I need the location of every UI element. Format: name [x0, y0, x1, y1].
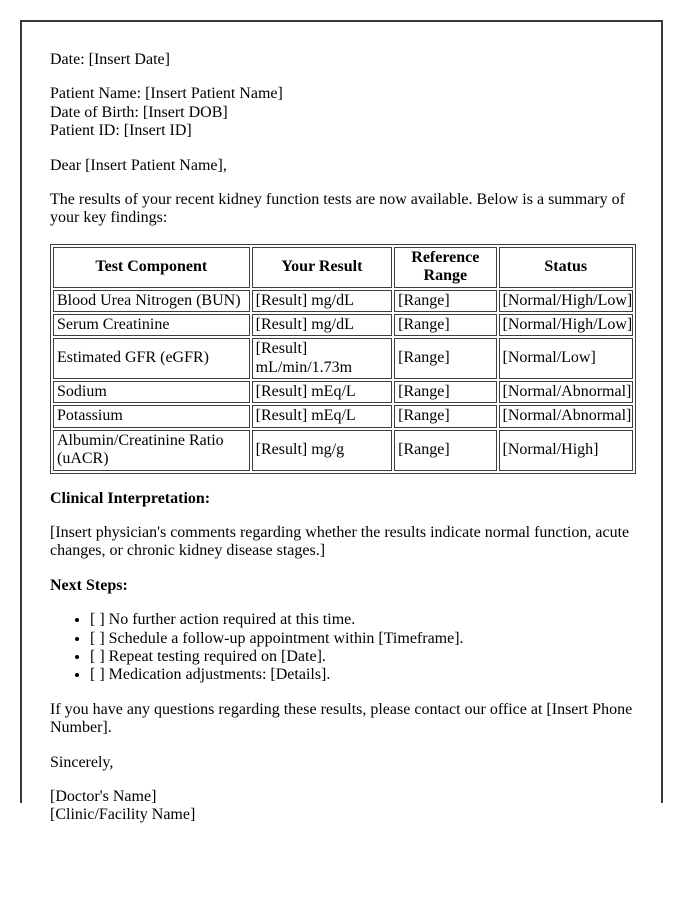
test-component-cell: Potassium	[53, 405, 250, 427]
test-component-cell: Albumin/Creatinine Ratio (uACR)	[53, 430, 250, 471]
table-row	[53, 405, 633, 427]
range-cell: [Range]	[394, 314, 496, 336]
status-cell: [Normal/Abnormal]	[499, 381, 634, 403]
column-header-test-component: Test Component	[53, 247, 250, 288]
results-table	[50, 244, 636, 474]
range-cell: [Range]	[394, 338, 496, 379]
clinical-interpretation-heading: Clinical Interpretation:	[50, 489, 211, 507]
next-steps-list	[50, 611, 636, 685]
status-cell: [Normal/Abnormal]	[499, 405, 634, 427]
range-cell: [Range]	[394, 381, 496, 403]
status-cell: [Normal/High/Low]	[499, 290, 634, 312]
column-header-your-result: Your Result	[252, 247, 392, 288]
signature-block	[50, 788, 636, 825]
result-cell: [Result] mg/dL	[252, 314, 392, 336]
next-step-item: • [ ] No further action required at this time.	[90, 611, 636, 629]
result-cell: [Result] mg/dL	[252, 290, 392, 312]
column-header-status: Status	[499, 247, 634, 288]
range-cell: [Range]	[394, 405, 496, 427]
result-cell: [Result] mEq/L	[252, 381, 392, 403]
clinic-name-line: [Clinic/Facility Name]	[50, 806, 196, 824]
test-component-cell: Estimated GFR (eGFR)	[53, 338, 250, 379]
status-cell: [Normal/Low]	[499, 338, 634, 379]
patient-id-line: Patient ID: [Insert ID]	[50, 122, 192, 140]
column-header-reference-range: Reference Range	[394, 247, 496, 288]
result-cell: [Result] mL/min/1.73m	[252, 338, 392, 379]
letter-page	[20, 20, 663, 824]
table-row	[53, 430, 633, 471]
table-row	[53, 314, 633, 336]
table-row	[53, 290, 633, 312]
date-line: Date: [Insert Date]	[50, 51, 170, 68]
table-header-row	[53, 247, 633, 288]
result-cell: [Result] mEq/L	[252, 405, 392, 427]
next-steps-heading: Next Steps:	[50, 576, 128, 594]
table-row	[53, 381, 633, 403]
next-step-item: • [ ] Medication adjustments: [Details].	[90, 666, 636, 684]
patient-name-line: Patient Name: [Insert Patient Name]	[50, 85, 283, 103]
test-component-cell: Serum Creatinine	[53, 314, 250, 336]
clinical-interpretation-body: [Insert physician's comments regarding whether the results indicate normal function, acute changes, or chronic kidney disease stages.]	[50, 524, 630, 560]
test-component-cell: Blood Urea Nitrogen (BUN)	[53, 290, 250, 312]
range-cell: [Range]	[394, 430, 496, 471]
patient-info-block	[50, 85, 636, 140]
patient-dob-line: Date of Birth: [Insert DOB]	[50, 103, 228, 121]
next-step-item: • [ ] Repeat testing required on [Date].	[90, 648, 636, 666]
next-step-item: • [ ] Schedule a follow-up appointment within [Timeframe].	[90, 630, 636, 648]
intro-paragraph: The results of your recent kidney function tests are now available. Below is a summary of your key findings:	[50, 190, 625, 227]
status-cell: [Normal/High]	[499, 430, 634, 471]
salutation: Dear [Insert Patient Name],	[50, 156, 227, 174]
result-cell: [Result] mg/g	[252, 430, 392, 471]
status-cell: [Normal/High/Low]	[499, 314, 634, 336]
range-cell: [Range]	[394, 290, 496, 312]
table-row	[53, 338, 633, 379]
doctor-name-line: [Doctor's Name]	[50, 787, 157, 805]
closing: Sincerely,	[50, 753, 114, 771]
test-component-cell: Sodium	[53, 381, 250, 403]
contact-paragraph: If you have any questions regarding these results, please contact our office at [Insert Phone Number].	[50, 700, 633, 737]
